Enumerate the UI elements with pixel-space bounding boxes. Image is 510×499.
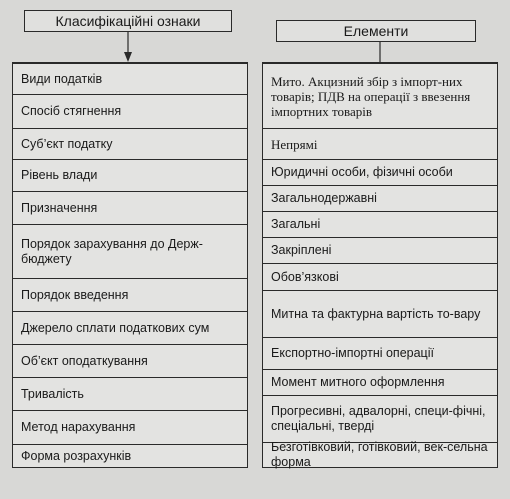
left-item-9: Тривалість: [12, 377, 248, 411]
header-classification-label: Класифікаційні ознаки: [55, 13, 201, 29]
right-item-2: Юридичні особи, фізичні особи: [262, 159, 498, 186]
left-item-5: Порядок зарахування до Держ-бюджету: [12, 224, 248, 279]
right-item-10: Прогресивні, адвалорні, специ-фічні, спеціальні, тверді: [262, 395, 498, 443]
right-item-5: Закріплені: [262, 237, 498, 264]
left-item-7: Джерело сплати податкових сум: [12, 311, 248, 345]
left-item-4: Призначення: [12, 191, 248, 225]
connector-right: [0, 0, 510, 70]
right-item-8: Експортно-імпортні операції: [262, 337, 498, 370]
left-item-2: Суб’єкт податку: [12, 128, 248, 160]
header-elements-label: Елементи: [343, 23, 409, 39]
left-item-6: Порядок введення: [12, 278, 248, 312]
right-item-1: Непрямі: [262, 128, 498, 160]
right-item-9: Момент митного оформлення: [262, 369, 498, 396]
left-item-1: Спосіб стягнення: [12, 94, 248, 129]
left-item-3: Рівень влади: [12, 159, 248, 192]
right-item-11: Безготівковий, готівковий, век-сельна форма: [262, 442, 498, 468]
right-item-4: Загальні: [262, 211, 498, 238]
left-item-0: Види податків: [12, 63, 248, 95]
classification-column: [12, 62, 248, 467]
right-item-6: Обов’язкові: [262, 263, 498, 291]
left-item-11: Форма розрахунків: [12, 444, 248, 468]
left-item-10: Метод нарахування: [12, 410, 248, 445]
right-item-0: Мито. Акцизний збір з імпорт-них товарів; ПДВ на операції з ввезення імпортних товарів: [262, 63, 498, 129]
elements-column: [262, 62, 498, 467]
right-item-3: Загальнодержавні: [262, 185, 498, 212]
right-item-7: Митна та фактурна вартість то-вару: [262, 290, 498, 338]
left-item-8: Об’єкт оподаткування: [12, 344, 248, 378]
